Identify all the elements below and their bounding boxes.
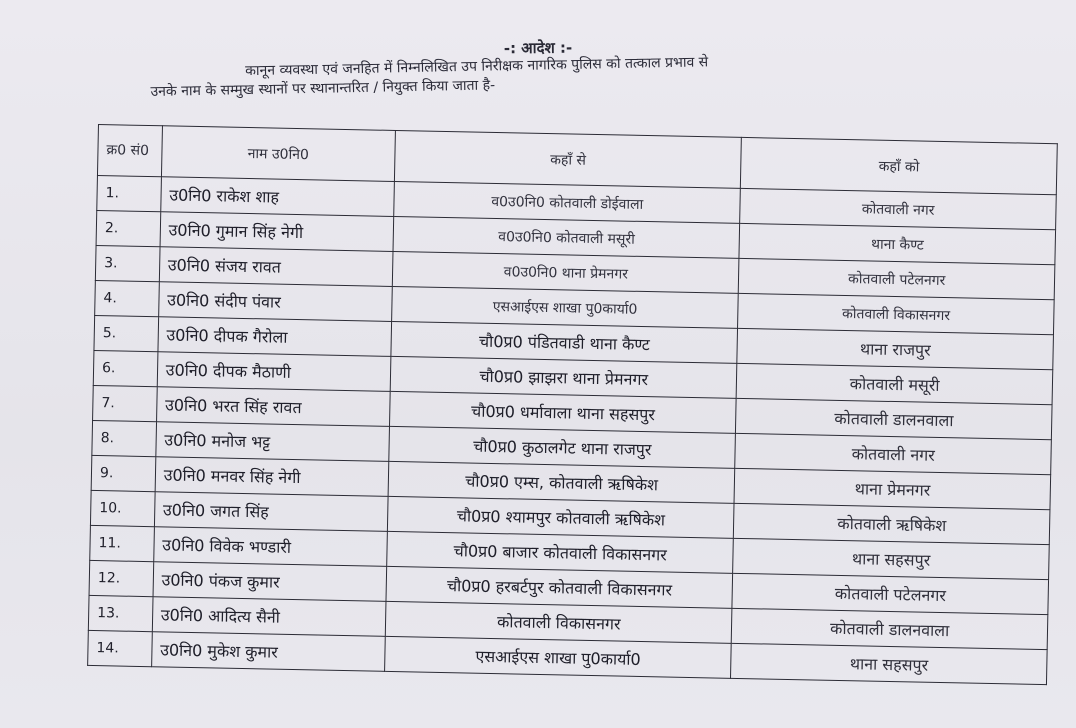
serial-number-cell: 12.	[89, 560, 153, 596]
serial-number-cell: 14.	[88, 630, 152, 666]
officer-name-cell: उ0नि0 दीपक मैठाणी	[157, 352, 391, 392]
from-location-cell: चौ0प्र0 झाझरा थाना प्रेमनगर	[390, 356, 737, 398]
header-serial-number: क्र0 सं0	[97, 125, 162, 177]
order-heading: -: आदेश :-	[503, 38, 573, 58]
to-location-cell: कोतवाली डालनवाला	[732, 608, 1048, 649]
to-location-cell: थाना सहसपुर	[733, 538, 1049, 579]
officer-name-cell: उ0नि0 जगत सिंह	[154, 492, 388, 532]
officer-name-cell: उ0नि0 संजय रावत	[159, 247, 393, 287]
from-location-cell: चौ0प्र0 पंडितवाडी थाना कैण्ट	[391, 321, 738, 363]
serial-number-cell: 8.	[92, 420, 156, 456]
to-location-cell: कोतवाली ऋषिकेश	[734, 503, 1050, 544]
intro-line-2: उनके नाम के सम्मुख स्थानों पर स्थानान्तरित / नियुक्त किया जाता है-	[150, 77, 496, 100]
intro-line-1: कानून व्यवस्था एवं जनहित में निम्नलिखित उप निरीक्षक नागरिक पुलिस को तत्काल प्रभाव से	[245, 54, 709, 80]
serial-number-cell: 5.	[94, 315, 158, 351]
to-location-cell: कोतवाली पटेलनगर	[739, 258, 1055, 299]
serial-number-cell: 13.	[88, 595, 152, 631]
header-from: कहाँ से	[394, 130, 741, 188]
to-location-cell: थाना सहसपुर	[731, 643, 1047, 684]
officer-name-cell: उ0नि0 संदीप पंवार	[158, 282, 392, 322]
serial-number-cell: 1.	[97, 175, 161, 211]
header-name: नाम उ0नि0	[161, 126, 395, 182]
to-location-cell: कोतवाली नगर	[735, 433, 1051, 474]
from-location-cell: एसआईएस शाखा पु0कार्या0	[385, 636, 732, 678]
from-location-cell: चौ0प्र0 हरबर्टपुर कोतवाली विकासनगर	[386, 566, 733, 608]
from-location-cell: चौ0प्र0 धर्मावाला थाना सहसपुर	[390, 391, 737, 433]
to-location-cell: कोतवाली पटेलनगर	[732, 573, 1048, 614]
from-location-cell: चौ0प्र0 श्यामपुर कोतवाली ऋषिकेश	[387, 496, 734, 538]
to-location-cell: कोतवाली मसूरी	[737, 363, 1053, 404]
from-location-cell: चौ0प्र0 कुठालगेट थाना राजपुर	[389, 426, 736, 468]
from-location-cell: एसआईएस शाखा पु0कार्या0	[392, 286, 739, 328]
officer-name-cell: उ0नि0 आदित्य सैनी	[152, 597, 386, 637]
serial-number-cell: 2.	[96, 210, 160, 246]
from-location-cell: व0उ0नि0 थाना प्रेमनगर	[392, 251, 739, 293]
from-location-cell: व0उ0नि0 कोतवाली मसूरी	[393, 216, 740, 258]
transfer-table	[87, 124, 1058, 685]
officer-name-cell: उ0नि0 राकेश शाह	[160, 177, 394, 217]
to-location-cell: कोतवाली विकासनगर	[738, 293, 1054, 334]
to-location-cell: कोतवाली नगर	[740, 188, 1056, 229]
serial-number-cell: 9.	[91, 455, 155, 491]
to-location-cell: थाना कैण्ट	[739, 223, 1055, 264]
table-body	[88, 175, 1057, 684]
officer-name-cell: उ0नि0 मनवर सिंह नेगी	[155, 457, 389, 497]
header-to: कहाँ को	[741, 137, 1058, 194]
to-location-cell: कोतवाली डालनवाला	[736, 398, 1052, 439]
to-location-cell: थाना प्रेमनगर	[734, 468, 1050, 509]
officer-name-cell: उ0नि0 भरत सिंह रावत	[156, 387, 390, 427]
serial-number-cell: 10.	[90, 490, 154, 526]
from-location-cell: चौ0प्र0 एम्स, कोतवाली ऋषिकेश	[388, 461, 735, 503]
serial-number-cell: 6.	[93, 350, 157, 386]
serial-number-cell: 7.	[93, 385, 157, 421]
from-location-cell: कोतवाली विकासनगर	[385, 601, 732, 643]
serial-number-cell: 3.	[95, 245, 159, 281]
officer-name-cell: उ0नि0 दीपक गैरोला	[158, 317, 392, 357]
serial-number-cell: 11.	[90, 525, 154, 561]
to-location-cell: थाना राजपुर	[737, 328, 1053, 369]
officer-name-cell: उ0नि0 पंकज कुमार	[153, 562, 387, 602]
officer-name-cell: उ0नि0 मनोज भट्ट	[156, 422, 390, 462]
officer-name-cell: उ0नि0 विवेक भण्डारी	[153, 527, 387, 567]
officer-name-cell: उ0नि0 गुमान सिंह नेगी	[160, 212, 394, 252]
transfer-table-wrapper	[87, 124, 1058, 685]
officer-name-cell: उ0नि0 मुकेश कुमार	[151, 632, 385, 672]
from-location-cell: व0उ0नि0 कोतवाली डोईवाला	[394, 181, 741, 223]
serial-number-cell: 4.	[95, 280, 159, 316]
from-location-cell: चौ0प्र0 बाजार कोतवाली विकासनगर	[387, 531, 734, 573]
